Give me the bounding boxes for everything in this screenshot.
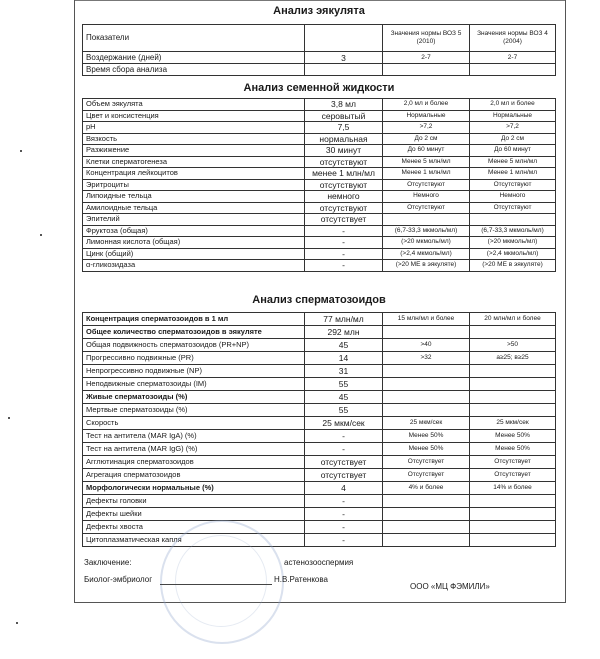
row-who4: Отсутствует	[470, 469, 556, 482]
row-value: отсутствуют	[305, 202, 383, 214]
table-row	[83, 99, 556, 111]
row-who4	[470, 391, 556, 404]
row-value: -	[305, 534, 383, 547]
row-who4	[470, 64, 556, 76]
row-who5: (6,7-33,3 мкмоль/мл)	[383, 225, 470, 237]
row-who4: (>20 МЕ в эякуляте)	[470, 260, 556, 272]
scan-speck	[20, 150, 22, 152]
row-value: 25 мкм/сек	[305, 417, 383, 430]
table-row	[83, 110, 556, 122]
row-name: Фруктоза (общая)	[83, 225, 305, 237]
row-name: Цитоплазматическая капля	[83, 534, 305, 547]
row-value: отсутствует	[305, 469, 383, 482]
row-value: отсутствуют	[305, 179, 383, 191]
row-value: 55	[305, 378, 383, 391]
table-row	[83, 202, 556, 214]
table-row	[83, 326, 556, 339]
table-row	[83, 456, 556, 469]
row-who4: Менее 5 млн/мл	[470, 156, 556, 168]
row-who5: Менее 50%	[383, 430, 470, 443]
row-who5	[383, 521, 470, 534]
row-name: Агрегация сперматозоидов	[83, 469, 305, 482]
row-who5: 2,0 мл и более	[383, 99, 470, 111]
row-name: Дефекты головки	[83, 495, 305, 508]
row-value: 3,8 мл	[305, 99, 383, 111]
row-who4: >7,2	[470, 122, 556, 134]
ejaculate-title: Анализ эякулята	[273, 5, 365, 17]
table-row	[83, 248, 556, 260]
row-who5: >7,2	[383, 122, 470, 134]
row-value: -	[305, 521, 383, 534]
row-name: Цвет и консистенция	[83, 110, 305, 122]
header-value	[305, 25, 383, 52]
row-who4: Нормальные	[470, 110, 556, 122]
row-who4	[470, 326, 556, 339]
row-who4: Отсутствуют	[470, 179, 556, 191]
table-row	[83, 237, 556, 249]
row-who4: Менее 50%	[470, 443, 556, 456]
row-name: Прогрессивно подвижные (PR)	[83, 352, 305, 365]
conclusion-value: астенозооспермия	[284, 558, 354, 567]
clinic-name: ООО «МЦ ФЭМИЛИ»	[410, 582, 490, 591]
row-name: Разжижение	[83, 145, 305, 157]
row-name: Эпителий	[83, 214, 305, 226]
header-param: Показатели	[83, 25, 305, 52]
row-who5: Отсутствуют	[383, 202, 470, 214]
row-who4: 20 млн/мл и более	[470, 313, 556, 326]
row-who4: (>2,4 мкмоль/мл)	[470, 248, 556, 260]
biologist-label: Биолог-эмбриолог	[84, 575, 153, 584]
row-who4: Отсутствует	[470, 456, 556, 469]
row-who5	[383, 64, 470, 76]
row-name: Воздержание (дней)	[83, 52, 305, 64]
row-who4: 14% и более	[470, 482, 556, 495]
row-who5: (>20 мкмоль/мл)	[383, 237, 470, 249]
table-row	[83, 156, 556, 168]
scan-speck	[40, 234, 42, 236]
row-name: Цинк (общий)	[83, 248, 305, 260]
row-who4	[470, 521, 556, 534]
row-name: Дефекты хвоста	[83, 521, 305, 534]
row-name: Неподвижные сперматозоиды (IM)	[83, 378, 305, 391]
table-row	[83, 122, 556, 134]
row-name: Морфологически нормальные (%)	[83, 482, 305, 495]
row-who4: (>20 мкмоль/мл)	[470, 237, 556, 249]
row-name: pH	[83, 122, 305, 134]
row-who5	[383, 404, 470, 417]
row-name: Время сбора анализа	[83, 64, 305, 76]
row-who4	[470, 534, 556, 547]
table-row	[83, 469, 556, 482]
row-who4: До 60 минут	[470, 145, 556, 157]
row-who4	[470, 404, 556, 417]
row-who4	[470, 508, 556, 521]
row-value: -	[305, 495, 383, 508]
row-who5: >32	[383, 352, 470, 365]
row-name: Липоидные тельца	[83, 191, 305, 203]
row-who4	[470, 378, 556, 391]
row-who5: Немного	[383, 191, 470, 203]
row-value: отсутствует	[305, 214, 383, 226]
table-row	[83, 191, 556, 203]
biologist-name: Н.В.Ратенкова	[274, 575, 328, 584]
table-row	[83, 482, 556, 495]
scan-speck	[16, 622, 18, 624]
row-name: Клетки сперматогенеза	[83, 156, 305, 168]
row-who4: 25 мкм/сек	[470, 417, 556, 430]
row-name: Общая подвижность сперматозоидов (PR+NP)	[83, 339, 305, 352]
table-row	[83, 443, 556, 456]
row-name: Амилоидные тельца	[83, 202, 305, 214]
row-who4: Немного	[470, 191, 556, 203]
row-value: 31	[305, 365, 383, 378]
row-who5	[383, 365, 470, 378]
ejaculate-header-row	[83, 25, 556, 52]
scan-speck	[8, 417, 10, 419]
table-row	[83, 352, 556, 365]
row-value: немного	[305, 191, 383, 203]
row-who5	[383, 391, 470, 404]
row-who5: Менее 50%	[383, 443, 470, 456]
row-name: Объем эякулята	[83, 99, 305, 111]
row-who5	[383, 534, 470, 547]
row-who5: 15 млн/мл и более	[383, 313, 470, 326]
row-who5: (>20 МЕ в эякуляте)	[383, 260, 470, 272]
row-name: Лимонная кислота (общая)	[83, 237, 305, 249]
row-value: -	[305, 225, 383, 237]
row-value	[305, 64, 383, 76]
table-row	[83, 391, 556, 404]
row-name: Мертвые сперматозоиды (%)	[83, 404, 305, 417]
seminal-title: Анализ семенной жидкости	[243, 82, 395, 94]
row-who5	[383, 326, 470, 339]
table-row	[83, 495, 556, 508]
row-value: 77 млн/мл	[305, 313, 383, 326]
table-row	[83, 508, 556, 521]
row-name: Тест на антитела (MAR IgA) (%)	[83, 430, 305, 443]
row-who5	[383, 495, 470, 508]
table-row	[83, 52, 556, 64]
row-who4: До 2 см	[470, 133, 556, 145]
row-who4: 2,0 мл и более	[470, 99, 556, 111]
row-who4	[470, 495, 556, 508]
row-value: 4	[305, 482, 383, 495]
row-who4	[470, 214, 556, 226]
table-row	[83, 521, 556, 534]
row-who4: (6,7-33,3 мкмоль/мл)	[470, 225, 556, 237]
row-who4: a≥25; в≥25	[470, 352, 556, 365]
row-name: Непрогрессивно подвижные (NP)	[83, 365, 305, 378]
table-row	[83, 534, 556, 547]
row-name: Скорость	[83, 417, 305, 430]
row-who5: Отсутствует	[383, 469, 470, 482]
row-name: Концентрация сперматозоидов в 1 мл	[83, 313, 305, 326]
table-row	[83, 133, 556, 145]
table-row	[83, 225, 556, 237]
row-value: 292 млн	[305, 326, 383, 339]
sperm-title: Анализ сперматозоидов	[252, 294, 386, 306]
row-value: менее 1 млн/мл	[305, 168, 383, 180]
row-value: -	[305, 248, 383, 260]
table-row	[83, 260, 556, 272]
row-value: отсутствует	[305, 456, 383, 469]
table-row	[83, 417, 556, 430]
row-name: Агглютинация сперматозоидов	[83, 456, 305, 469]
row-name: Тест на антитела (MAR IgG) (%)	[83, 443, 305, 456]
conclusion-label: Заключение:	[84, 558, 132, 567]
row-name: Концентрация лейкоцитов	[83, 168, 305, 180]
table-row	[83, 404, 556, 417]
row-value: нормальная	[305, 133, 383, 145]
row-name: α-гликозидаза	[83, 260, 305, 272]
row-who5: (>2,4 мкмоль/мл)	[383, 248, 470, 260]
table-row	[83, 378, 556, 391]
row-value: 14	[305, 352, 383, 365]
signature-line	[160, 584, 272, 585]
row-value: отсутствуют	[305, 156, 383, 168]
row-value: -	[305, 260, 383, 272]
row-who4: 2-7	[470, 52, 556, 64]
clinic-stamp-inner	[175, 535, 267, 627]
table-row	[83, 365, 556, 378]
row-who5	[383, 214, 470, 226]
row-who4	[470, 365, 556, 378]
row-who5	[383, 378, 470, 391]
row-who4: >50	[470, 339, 556, 352]
row-who5: Менее 5 млн/мл	[383, 156, 470, 168]
row-who5: 2-7	[383, 52, 470, 64]
row-who5: Нормальные	[383, 110, 470, 122]
table-row	[83, 313, 556, 326]
row-who5: До 2 см	[383, 133, 470, 145]
row-who5: >40	[383, 339, 470, 352]
table-row	[83, 145, 556, 157]
row-value: 30 минут	[305, 145, 383, 157]
table-row	[83, 339, 556, 352]
row-who4: Менее 50%	[470, 430, 556, 443]
row-who4: Отсутствуют	[470, 202, 556, 214]
row-name: Общее количество сперматозоидов в эякуляте	[83, 326, 305, 339]
row-value: -	[305, 430, 383, 443]
header-who5: Значения нормы ВОЗ 5 (2010)	[383, 25, 470, 52]
row-who4: Менее 1 млн/мл	[470, 168, 556, 180]
table-row	[83, 168, 556, 180]
header-who4: Значения нормы ВОЗ 4 (2004)	[470, 25, 556, 52]
seminal-table	[82, 98, 556, 272]
row-value: -	[305, 508, 383, 521]
row-name: Живые сперматозоиды (%)	[83, 391, 305, 404]
sperm-table	[82, 312, 556, 547]
row-value: -	[305, 237, 383, 249]
row-value: 3	[305, 52, 383, 64]
row-value: 45	[305, 391, 383, 404]
table-row	[83, 64, 556, 76]
row-who5: 4% и более	[383, 482, 470, 495]
row-name: Дефекты шейки	[83, 508, 305, 521]
row-who5	[383, 508, 470, 521]
row-value: 55	[305, 404, 383, 417]
row-who5: 25 мкм/сек	[383, 417, 470, 430]
table-row	[83, 179, 556, 191]
ejaculate-table	[82, 24, 556, 76]
row-who5: До 60 минут	[383, 145, 470, 157]
row-value: -	[305, 443, 383, 456]
row-value: 45	[305, 339, 383, 352]
row-name: Вязкость	[83, 133, 305, 145]
row-name: Эритроциты	[83, 179, 305, 191]
table-row	[83, 214, 556, 226]
row-value: 7,5	[305, 122, 383, 134]
row-who5: Отсутствует	[383, 456, 470, 469]
row-who5: Менее 1 млн/мл	[383, 168, 470, 180]
table-row	[83, 430, 556, 443]
row-who5: Отсутствуют	[383, 179, 470, 191]
row-value: серовытый	[305, 110, 383, 122]
